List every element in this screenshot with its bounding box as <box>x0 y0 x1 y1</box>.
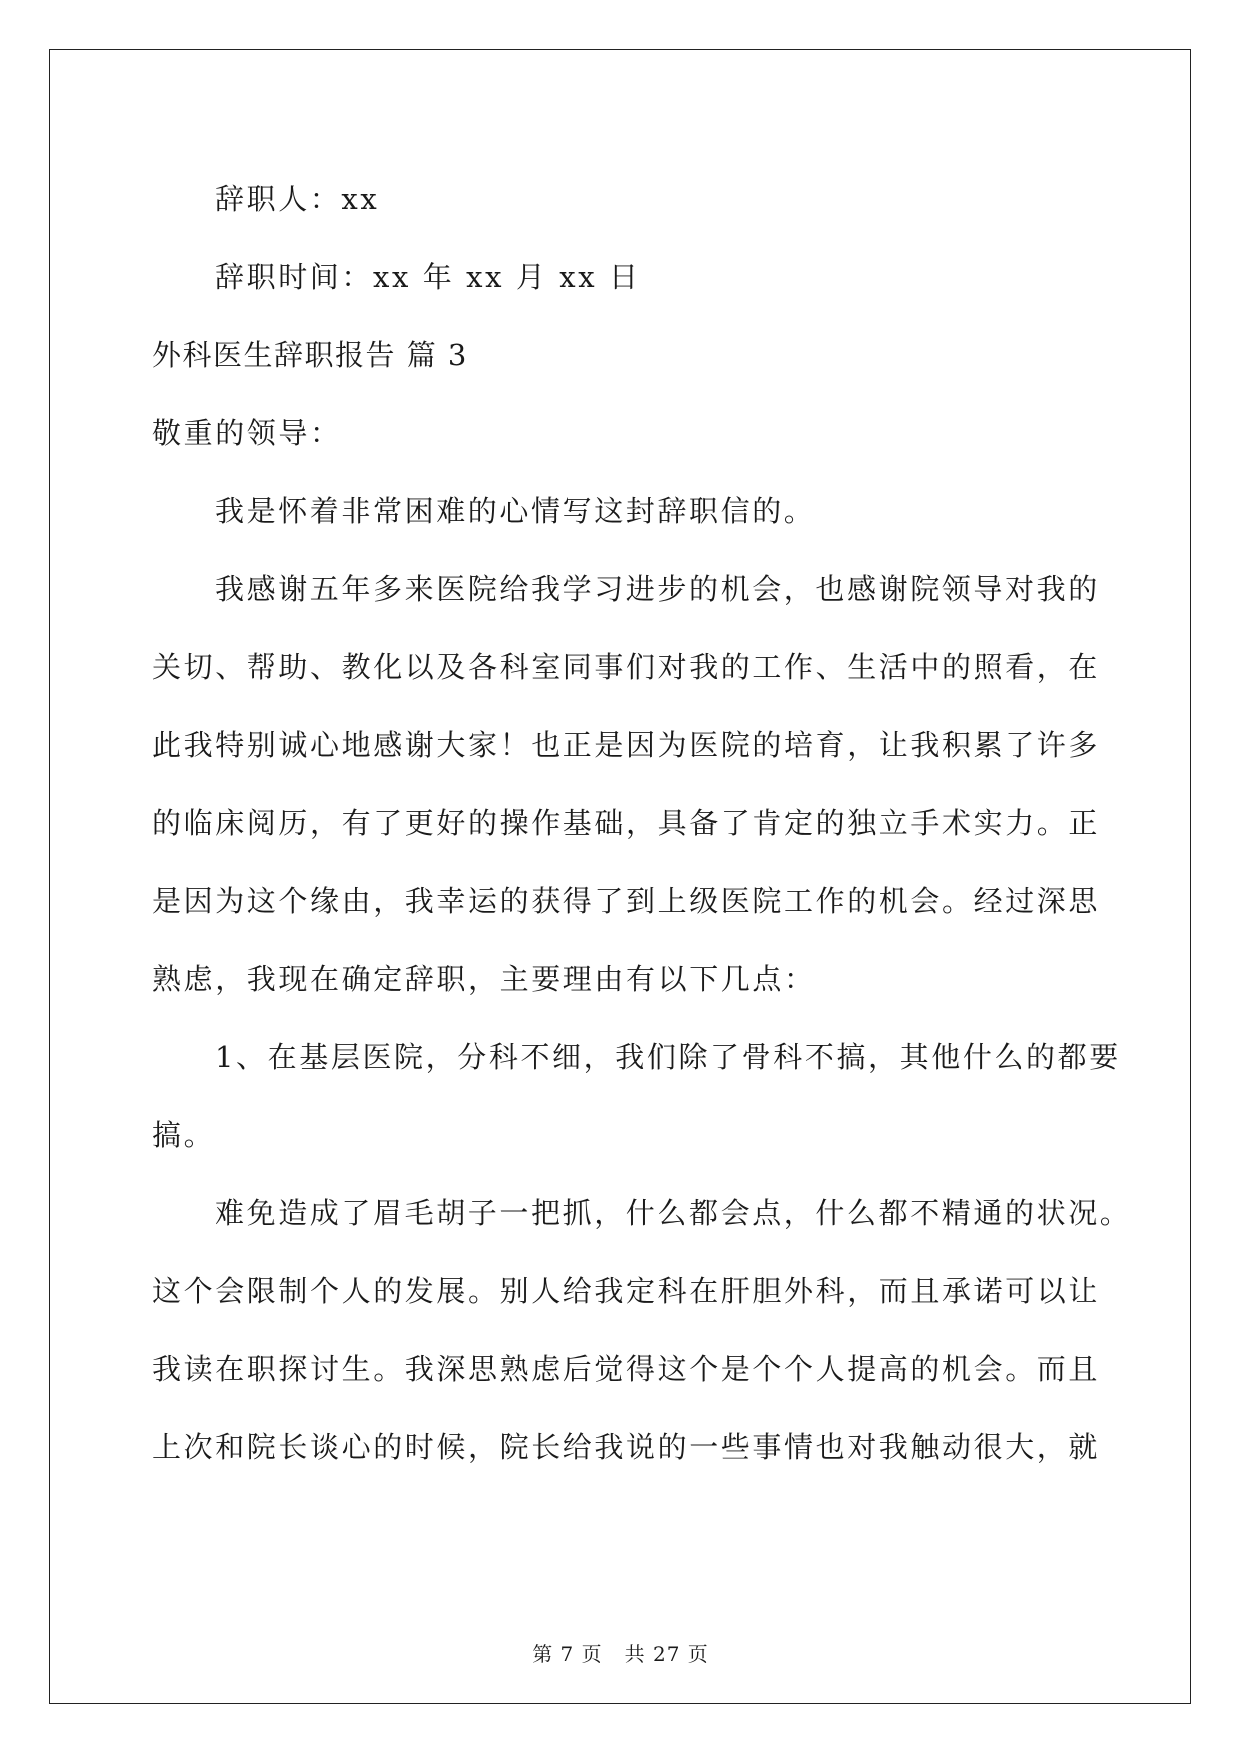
paragraph-line: 难免造成了眉毛胡子一把抓，什么都会点，什么都不精通的状况。 <box>215 1196 1132 1230</box>
salutation: 敬重的领导： <box>152 416 342 450</box>
paragraph-line: 熟虑，我现在确定辞职，主要理由有以下几点： <box>152 962 816 996</box>
date-line: 辞职时间：xx 年 xx 月 xx 日 <box>215 260 641 294</box>
paragraph-line: 的临床阅历，有了更好的操作基础，具备了肯定的独立手术实力。正 <box>152 806 1101 840</box>
page-total: 共 27 页 <box>624 1642 709 1666</box>
paragraph-line: 是因为这个缘由，我幸运的获得了到上级医院工作的机会。经过深思 <box>152 884 1101 918</box>
paragraph-line: 关切、帮助、教化以及各科室同事们对我的工作、生活中的照看，在 <box>152 650 1101 684</box>
signature-line: 辞职人：xx <box>215 182 380 216</box>
section-title: 外科医生辞职报告 篇 3 <box>152 338 468 372</box>
paragraph-line: 我感谢五年多来医院给我学习进步的机会，也感谢院领导对我的 <box>215 572 1100 606</box>
paragraph-line: 此我特别诚心地感谢大家！也正是因为医院的培育，让我积累了许多 <box>152 728 1101 762</box>
paragraph-line: 我是怀着非常困难的心情写这封辞职信的。 <box>215 494 816 528</box>
paragraph-line: 1、在基层医院，分科不细，我们除了骨科不搞，其他什么的都要 <box>215 1040 1121 1074</box>
paragraph-line: 这个会限制个人的发展。别人给我定科在肝胆外科，而且承诺可以让 <box>152 1274 1101 1308</box>
paragraph-line: 搞。 <box>152 1118 216 1152</box>
page-number: 第 7 页 <box>532 1642 603 1666</box>
page-footer <box>0 1638 1241 1667</box>
paragraph-line: 上次和院长谈心的时候，院长给我说的一些事情也对我触动很大，就 <box>152 1430 1101 1464</box>
document-body <box>152 160 1132 1486</box>
paragraph-line: 我读在职探讨生。我深思熟虑后觉得这个是个个人提高的机会。而且 <box>152 1352 1101 1386</box>
